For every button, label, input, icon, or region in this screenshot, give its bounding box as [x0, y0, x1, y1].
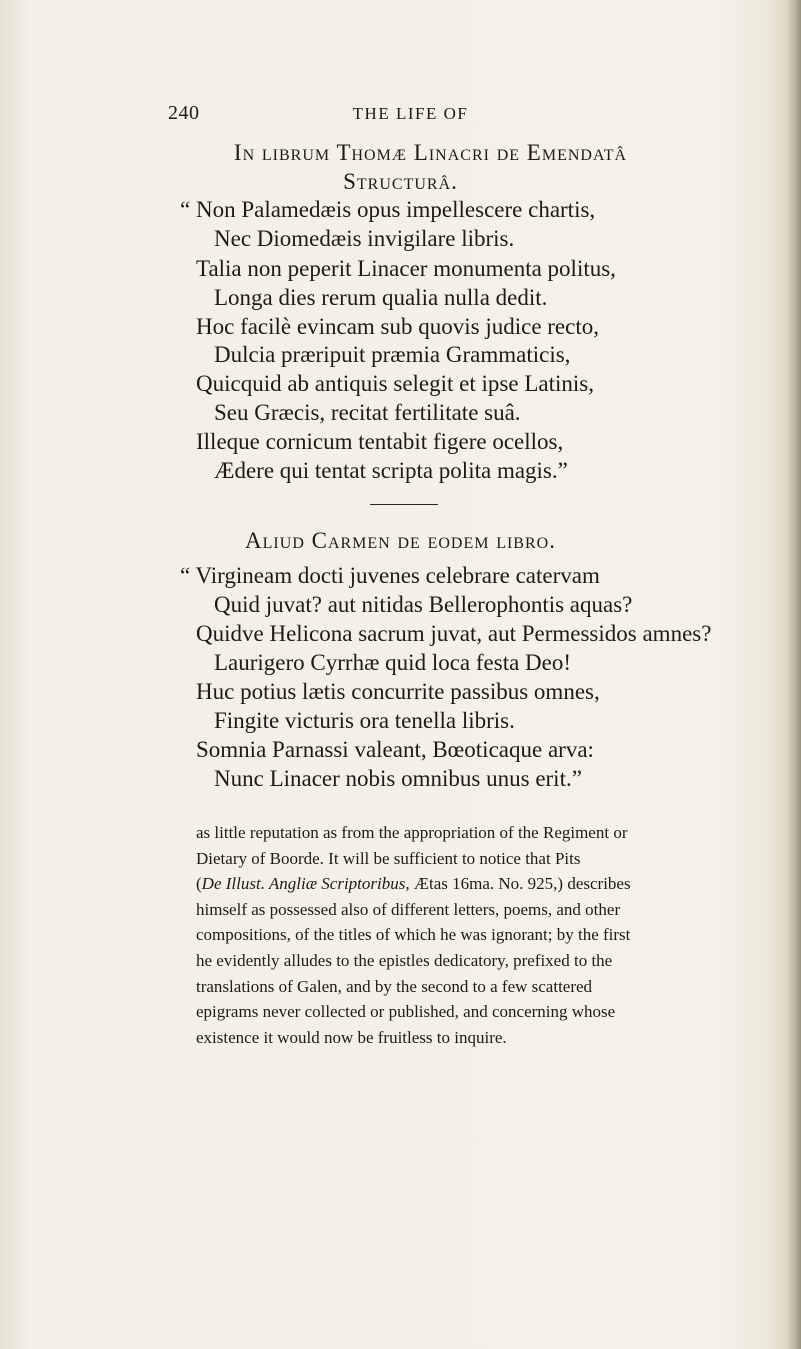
poem1-line: Talia non peperit Linacer monumenta politus,	[196, 256, 616, 281]
prose-line: translations of Galen, and by the second to a few scattered	[196, 976, 593, 996]
poem1-heading-line1: In librum Thomæ Linacri de Emendatâ	[233, 140, 628, 165]
poem2-line: Quidve Helicona sacrum juvat, aut Permessidos amnes?	[196, 621, 712, 646]
poem2-line: Nunc Linacer nobis omnibus unus erit.”	[214, 766, 582, 791]
running-head: THE LIFE OF	[352, 104, 469, 123]
section-divider	[370, 504, 438, 505]
poem1-line: Ædere qui tentat scripta polita magis.”	[214, 458, 568, 483]
poem2-line: Laurigero Cyrrhæ quid loca festa Deo!	[214, 650, 572, 675]
poem1-line: Quicquid ab antiquis selegit et ipse Latinis,	[196, 371, 594, 396]
page-edge-shadow	[787, 0, 801, 1349]
prose-line: epigrams never collected or published, and concerning whose	[196, 1002, 616, 1022]
poem1-line: “ Non Palamedæis opus impellescere chartis,	[180, 197, 596, 222]
citation-title: De Illust. Angliæ Scriptoribus	[201, 874, 406, 894]
prose-line: compositions, of the titles of which he was ignorant; by the first	[196, 925, 631, 945]
prose-line: existence it would now be fruitless to inquire.	[196, 1027, 507, 1047]
poem1-line: Hoc facilè evincam sub quovis judice recto,	[196, 314, 599, 339]
poem1-line: Seu Græcis, recitat fertilitate suâ.	[214, 400, 521, 425]
poem2-line: “ Virgineam docti juvenes celebrare catervam	[180, 563, 600, 588]
poem2-line: Quid juvat? aut nitidas Bellerophontis aquas?	[214, 592, 633, 617]
poem1-line: Dulcia præripuit præmia Grammaticis,	[214, 342, 571, 367]
page-number: 240	[168, 102, 200, 124]
prose-paragraph	[196, 820, 696, 1050]
prose-line: as little reputation as from the appropriation of the Regiment or	[196, 823, 628, 842]
poem1-line: Nec Diomedæis invigilare libris.	[214, 226, 515, 251]
prose-line	[196, 871, 696, 897]
poem2-heading: Aliud Carmen de eodem libro.	[245, 528, 556, 553]
prose-line: Dietary of Boorde. It will be sufficient to notice that Pits	[196, 848, 581, 868]
poem2-line: Fingite victuris ora tenella libris.	[214, 708, 515, 733]
prose-line: he evidently alludes to the epistles dedicatory, prefixed to the	[196, 950, 613, 970]
poem1-line: Illeque cornicum tentabit figere ocellos,	[196, 429, 564, 454]
prose-paren: (	[196, 874, 202, 894]
prose-line: himself as possessed also of different letters, poems, and other	[196, 899, 621, 919]
poem2-line: Huc potius lætis concurrite passibus omnes,	[196, 679, 600, 704]
prose-text: , Ætas 16ma. No. 925,) describes	[405, 874, 631, 894]
poem2-line: Somnia Parnassi valeant, Bœoticaque arva:	[196, 737, 594, 762]
poem1-heading-line2: Structurâ.	[343, 169, 458, 194]
poem1-line: Longa dies rerum qualia nulla dedit.	[214, 285, 548, 310]
